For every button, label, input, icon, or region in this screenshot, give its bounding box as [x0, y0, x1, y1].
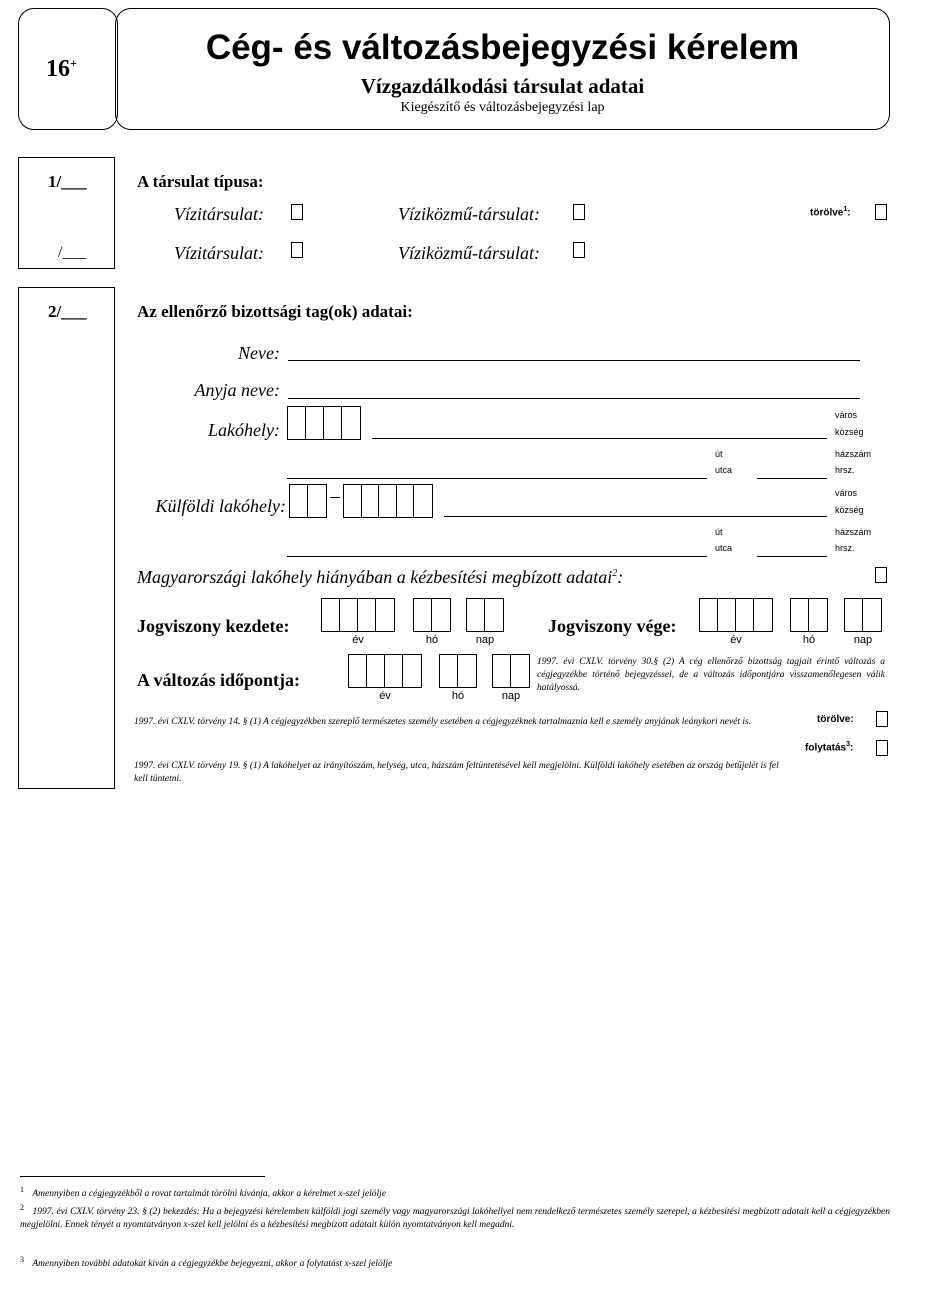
end-day-boxes[interactable]: [844, 598, 882, 632]
end-month-boxes[interactable]: [790, 598, 828, 632]
end-day-label: nap: [853, 634, 873, 646]
continue-checkbox[interactable]: [876, 740, 888, 756]
end-year-boxes[interactable]: [699, 598, 773, 632]
name-field[interactable]: [288, 340, 860, 361]
change-date-note: 1997. évi CXLV. törvény 30.§ (2) A cég ellenőrző bizottság tagjait érintő változás a cégjegyzékbe történő bejegyzéssel, de a változás időpontjára visszamenőlegesen válik hatályossá.: [537, 657, 885, 693]
change-day-boxes[interactable]: [492, 654, 530, 688]
section1-index-bottom: /___: [58, 244, 87, 261]
option-vizitarsulat-2-label: Vízitársulat:: [174, 243, 265, 263]
residence-house-label: házszám: [835, 449, 872, 459]
change-day-label: nap: [501, 690, 521, 702]
residence-village-label: község: [835, 427, 864, 437]
footnote-separator: [20, 1176, 265, 1177]
start-month-boxes[interactable]: [413, 598, 451, 632]
residence-label: Lakóhely:: [208, 420, 280, 440]
option-vizikozmu-1-checkbox[interactable]: [573, 204, 585, 220]
end-month-label: hó: [802, 634, 816, 646]
section1-deleted-label: törölve$^1$:: [810, 206, 851, 219]
name-label: Neve:: [238, 343, 280, 363]
residence-city-label: város: [835, 410, 858, 420]
option-vizikozmu-1-label: Víziközmű-társulat:: [398, 204, 540, 224]
foreign-street-field[interactable]: [287, 536, 707, 557]
foreign-house-field[interactable]: [757, 536, 827, 557]
residence-city-field[interactable]: [372, 418, 827, 439]
option-vizikozmu-2-checkbox[interactable]: [573, 242, 585, 258]
page-subtitle-2: Kiegészítő és változásbejegyzési lap: [400, 100, 605, 115]
continue-label: folytatás$^3$:: [805, 741, 854, 754]
residence-street-field[interactable]: [287, 458, 707, 479]
foreign-dash: [330, 497, 340, 498]
section2-heading: Az ellenőrző bizottsági tag(ok) adatai:: [137, 302, 413, 321]
foreign-road-label: út: [715, 527, 723, 537]
section2-deleted-label: törölve:: [817, 714, 854, 725]
option-vizitarsulat-2-checkbox[interactable]: [291, 242, 303, 258]
delivery-agent-checkbox[interactable]: [875, 567, 887, 583]
residence-house-field[interactable]: [757, 458, 827, 479]
page-number: 16+: [46, 56, 77, 82]
residence-postcode-boxes[interactable]: [287, 406, 361, 440]
change-year-label: év: [379, 690, 391, 702]
delivery-agent-label: Magyarországi lakóhely hiányában a kézbesítési megbízott adatai$^2$:: [137, 567, 624, 587]
section1-index-top: 1/___: [48, 172, 87, 191]
foreign-village-label: község: [835, 505, 864, 515]
section2-index: 2/___: [48, 302, 87, 321]
option-vizikozmu-2-label: Víziközmű-társulat:: [398, 243, 540, 263]
start-month-label: hó: [425, 634, 439, 646]
residence-street-label: utca: [715, 465, 733, 475]
start-day-boxes[interactable]: [466, 598, 504, 632]
law-note-1: 1997. évi CXLV. törvény 14. § (1) A cégjegyzékben szereplő természetes személy esetében a cégjegyzéknek tartalmaznia kell e személy anyjának leánykori nevét is.: [134, 717, 752, 727]
start-year-label: év: [352, 634, 364, 646]
foreign-street-label: utca: [715, 543, 733, 553]
foreign-residence-label: Külföldi lakóhely:: [155, 496, 286, 516]
start-date-label: Jogviszony kezdete:: [137, 616, 290, 636]
page-subtitle: Vízgazdálkodási társulat adatai: [360, 74, 645, 98]
residence-road-label: út: [715, 449, 723, 459]
foreign-city-field[interactable]: [444, 496, 827, 517]
foreign-country-boxes[interactable]: [289, 484, 327, 518]
foreign-house-label: házszám: [835, 527, 872, 537]
start-year-boxes[interactable]: [321, 598, 395, 632]
section1-heading: A társulat típusa:: [137, 172, 264, 191]
section2-index-box: [18, 287, 115, 789]
footnote-2: $^2$ 1997. évi CXLV. törvény 23. § (2) bekezdés: Ha a bejegyzési kérelemben külföldi jogi személy vagy magyarországi lakóhellyel nem rendelkező természetes személy szerepel, a kézbesítési megbízott adatait kell a cégjegyzékben megjelölni. Ennek tényét a nyomtatványon x-szel kell jelölni és a kézbesítési megbízott adatait külön nyomtatványon kell megadni.: [20, 1203, 890, 1231]
mother-name-label: Anyja neve:: [194, 380, 280, 400]
page-title: Cég- és változásbejegyzési kérelem: [205, 28, 800, 67]
foreign-lot-label: hrsz.: [835, 543, 855, 553]
footnote-3: $^3$ Amennyiben további adatokat kíván a cégjegyzékbe bejegyezni, akkor a folytatást x-szel jelölje: [20, 1255, 393, 1270]
start-day-label: nap: [475, 634, 495, 646]
change-year-boxes[interactable]: [348, 654, 422, 688]
end-year-label: év: [730, 634, 742, 646]
change-month-boxes[interactable]: [439, 654, 477, 688]
section1-deleted-checkbox[interactable]: [875, 204, 887, 220]
residence-lot-label: hrsz.: [835, 465, 855, 475]
foreign-postcode-boxes[interactable]: [343, 484, 433, 518]
section2-deleted-checkbox[interactable]: [876, 711, 888, 727]
foreign-city-label: város: [835, 488, 858, 498]
mother-name-field[interactable]: [288, 378, 860, 399]
change-date-label: A változás időpontja:: [137, 670, 301, 690]
footnote-1: $^1$ Amennyiben a cégjegyzékből a rovat tartalmát törölni kívánja, akkor a kérelmet x-szel jelölje: [20, 1185, 386, 1200]
option-vizitarsulat-1-checkbox[interactable]: [291, 204, 303, 220]
option-vizitarsulat-1-label: Vízitársulat:: [174, 204, 265, 224]
law-note-2: 1997. évi CXLV. törvény 19. § (1) A lakóhelyet az irányítószám, helység, utca, házszám feltüntetésével kell megjelölni. Külföldi lakóhely esetében az ország betűjelét is fel kell tüntetni.: [134, 761, 779, 784]
change-month-label: hó: [451, 690, 465, 702]
end-date-label: Jogviszony vége:: [548, 616, 677, 636]
